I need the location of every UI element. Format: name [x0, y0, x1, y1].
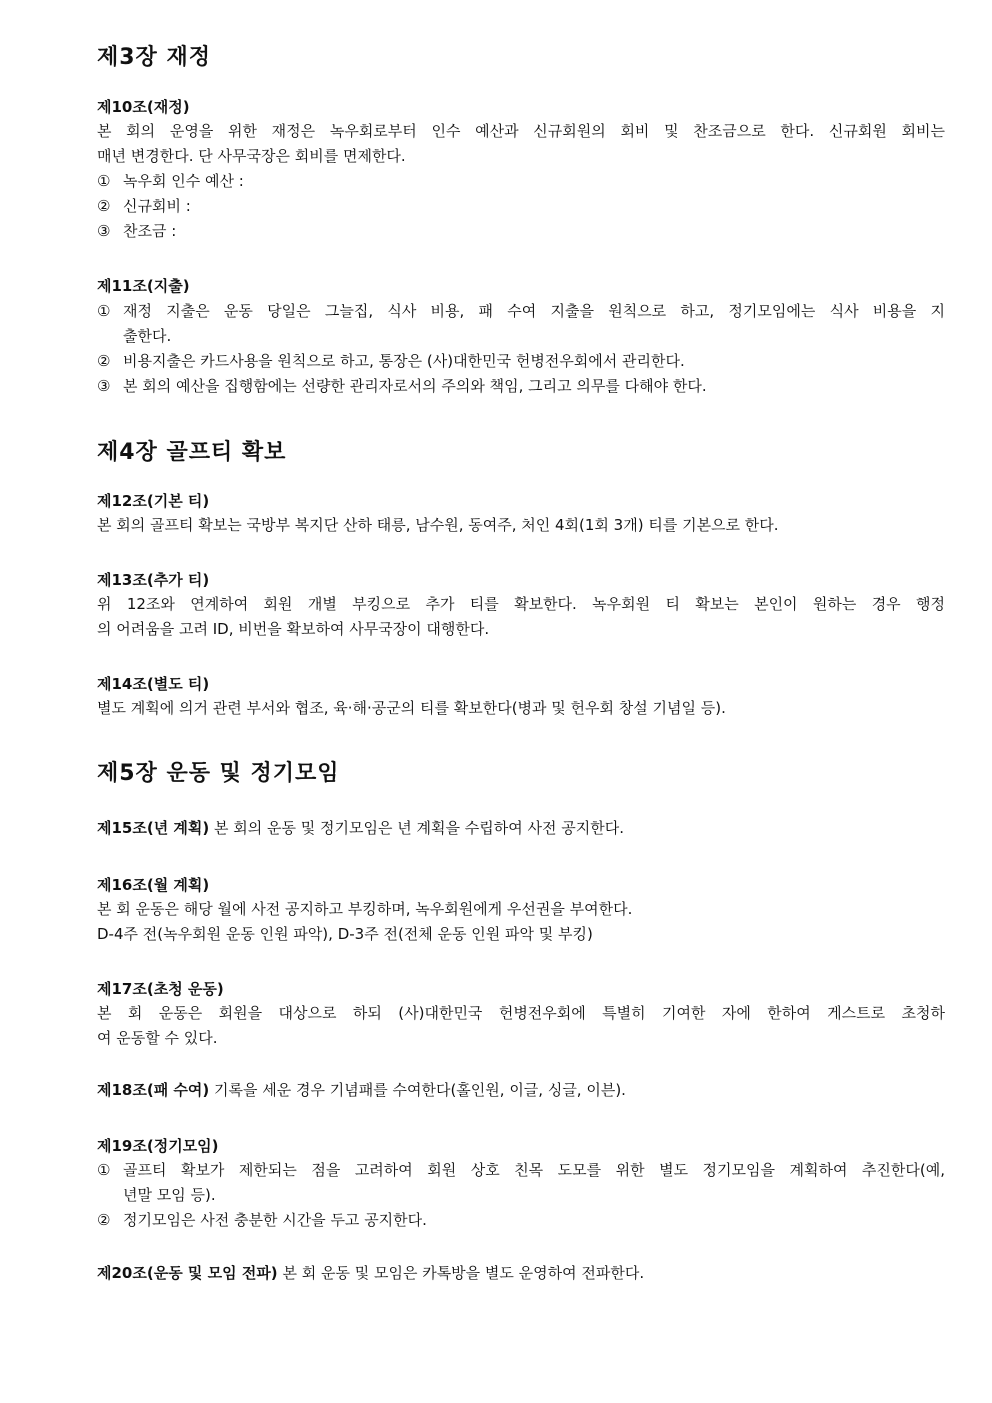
article-14-title: 제14조(별도 티)	[97, 675, 210, 693]
article-16-line-2: D-4주 전(녹우회원 운동 인원 파악), D-3주 전(전체 운동 인원 파악 및 부킹)	[97, 925, 593, 943]
item-text: 정기모임은 사전 충분한 시간을 두고 공지한다.	[123, 1211, 427, 1229]
article-18-title: 제18조(패 수여)	[97, 1081, 210, 1099]
article-20-title: 제20조(운동 및 모임 전파)	[97, 1264, 278, 1282]
item-number: ①	[97, 172, 111, 190]
item-number: ②	[97, 1211, 111, 1229]
article-13-line-2: 의 어려움을 고려 ID, 비번을 확보하여 사무국장이 대행한다.	[97, 620, 490, 638]
article-10-line-2: 매년 변경한다. 단 사무국장은 회비를 면제한다.	[97, 147, 406, 165]
chapter-5-title: 제5장 운동 및 정기모임	[97, 761, 340, 786]
item-number: ③	[97, 222, 111, 240]
article-15-title: 제15조(년 계획)	[97, 819, 210, 837]
item-number: ②	[97, 197, 111, 215]
article-17-line-1: 본 회 운동은 회원을 대상으로 하되 (사)대한민국 헌병전우회에 특별히 기여한 자에 한하여 게스트로 초청하	[97, 1004, 945, 1022]
article-19-item-1-continuation: 년말 모임 등).	[123, 1186, 216, 1204]
article-20-text: 본 회 운동 및 모임은 카톡방을 별도 운영하여 전파한다.	[277, 1264, 645, 1282]
item-text: 녹우회 인수 예산 :	[123, 172, 244, 190]
chapter-4-title: 제4장 골프티 확보	[97, 440, 287, 465]
article-17-line-2: 여 운동할 수 있다.	[97, 1029, 218, 1047]
article-10-title: 제10조(재정)	[97, 98, 190, 116]
item-number: ①	[97, 1161, 111, 1179]
item-text: 골프티 확보가 제한되는 점을 고려하여 회원 상호 친목 도모를 위한 별도 정기모임을 계획하여 추진한다(예,	[123, 1161, 945, 1179]
item-number: ①	[97, 302, 111, 320]
article-11-title: 제11조(지출)	[97, 277, 190, 295]
item-number: ③	[97, 377, 111, 395]
item-text: 재정 지출은 운동 당일은 그늘집, 식사 비용, 패 수여 지출을 원칙으로 하고, 정기모임에는 식사 비용을 지	[123, 302, 945, 320]
article-12-line-1: 본 회의 골프티 확보는 국방부 복지단 산하 태릉, 남수원, 동여주, 처인 4회(1회 3개) 티를 기본으로 한다.	[97, 516, 779, 534]
article-15-text: 본 회의 운동 및 정기모임은 년 계획을 수립하여 사전 공지한다.	[209, 819, 624, 837]
article-16-line-1: 본 회 운동은 해당 월에 사전 공지하고 부킹하며, 녹우회원에게 우선권을 부여한다.	[97, 900, 633, 918]
item-text: 비용지출은 카드사용을 원칙으로 하고, 통장은 (사)대한민국 헌병전우회에서 관리한다.	[123, 352, 685, 370]
article-18	[97, 1078, 945, 1103]
item-text: 찬조금 :	[123, 222, 177, 240]
article-19-title: 제19조(정기모임)	[97, 1137, 219, 1155]
article-14-line-1: 별도 계획에 의거 관련 부서와 협조, 육·해·공군의 티를 확보한다(병과 및 헌우회 창설 기념일 등).	[97, 699, 726, 717]
article-13-title: 제13조(추가 티)	[97, 571, 210, 589]
chapter-3-title: 제3장 재정	[97, 45, 211, 70]
article-12-title: 제12조(기본 티)	[97, 492, 210, 510]
article-16-title: 제16조(월 계획)	[97, 876, 210, 894]
article-11-item-1-continuation: 출한다.	[123, 327, 172, 345]
item-text: 본 회의 예산을 집행함에는 선량한 관리자로서의 주의와 책임, 그리고 의무를 다해야 한다.	[123, 377, 707, 395]
item-text: 신규회비 :	[123, 197, 191, 215]
article-10-line-1: 본 회의 운영을 위한 재정은 녹우회로부터 인수 예산과 신규회원의 회비 및 찬조금으로 한다. 신규회원 회비는	[97, 122, 945, 140]
article-13-line-1: 위 12조와 연계하여 회원 개별 부킹으로 추가 티를 확보한다. 녹우회원 티 확보는 본인이 원하는 경우 행정	[97, 595, 945, 613]
item-number: ②	[97, 352, 111, 370]
article-20	[97, 1261, 945, 1286]
article-18-text: 기록을 세운 경우 기념패를 수여한다(홀인원, 이글, 싱글, 이븐).	[209, 1081, 626, 1099]
article-15	[97, 816, 945, 841]
article-17-title: 제17조(초청 운동)	[97, 980, 224, 998]
